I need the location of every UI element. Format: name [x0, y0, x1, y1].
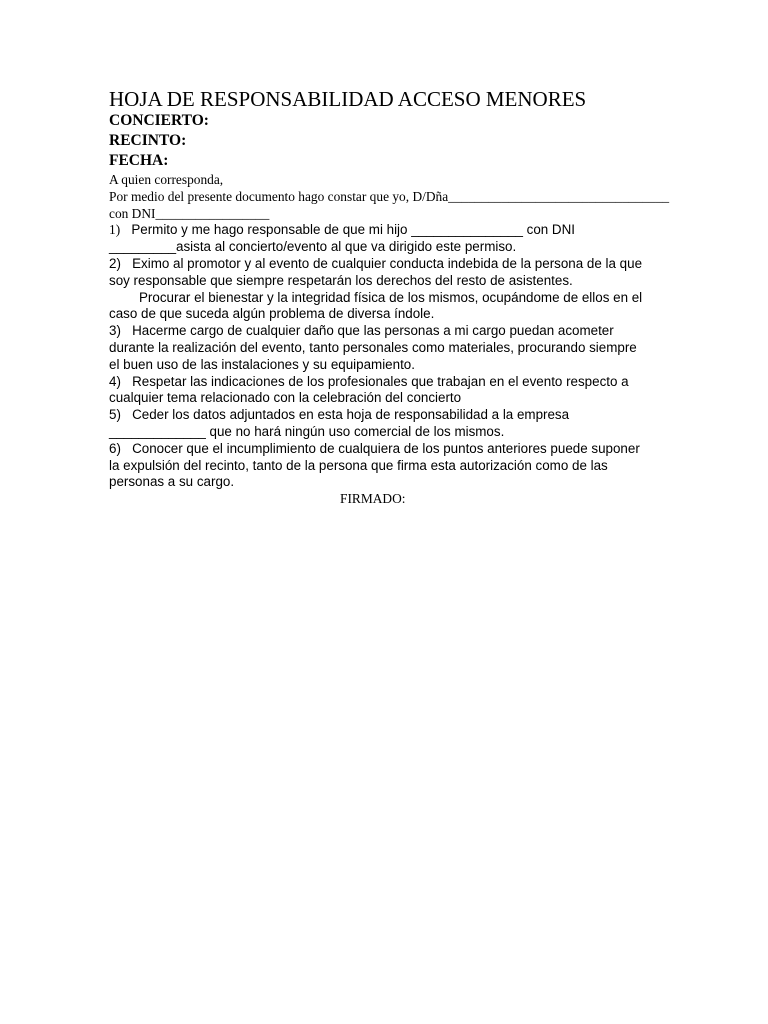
clause-5: [109, 407, 729, 441]
clause-continuation: Procurar el bienestar y la integridad física de los mismos, ocupándome de ellos en el: [139, 289, 643, 305]
recinto-label: RECINTO:: [109, 132, 187, 149]
clause-text: Eximo al promotor y al evento de cualquier conducta indebida de la persona de la que: [132, 255, 643, 271]
concierto-label: CONCIERTO:: [109, 112, 209, 129]
clause-number: 5): [109, 407, 121, 423]
intro-line-2: con DNI_________________: [109, 205, 270, 221]
clause-2: [109, 256, 729, 323]
fecha-label: FECHA:: [109, 152, 169, 169]
clause-4: [109, 374, 729, 408]
clause-line: [109, 441, 729, 458]
greeting: A quien corresponda,: [109, 172, 224, 187]
clause-3: [109, 323, 729, 373]
clause-number: 4): [109, 373, 121, 389]
clause-text: Ceder los datos adjuntados en esta hoja de responsabilidad a la empresa: [132, 407, 570, 423]
clause-number: 6): [109, 440, 121, 456]
clause-text: _________asista al concierto/evento al que va dirigido este permiso.: [109, 239, 517, 255]
document-title: HOJA DE RESPONSABILIDAD ACCESO MENORES: [109, 87, 587, 111]
clause-text: Permito y me hago responsable de que mi hijo _______________ con DNI: [131, 222, 575, 238]
clause-text: el buen uso de las instalaciones y su equipamiento.: [109, 356, 415, 372]
clause-number: 3): [109, 323, 121, 339]
clause-text: personas a su cargo.: [109, 474, 235, 490]
clause-line: [109, 374, 729, 391]
document-page: [109, 87, 729, 508]
clause-6: [109, 441, 729, 491]
clause-text: durante la realización del evento, tanto personales como materiales, procurando siempre: [109, 339, 637, 355]
clause-text: Hacerme cargo de cualquier daño que las personas a mi cargo puedan acometer: [132, 323, 614, 339]
clause-text: soy responsable que siempre respetarán los derechos del resto de asistentes.: [109, 272, 573, 288]
clause-text: cualquier tema relacionado con la celebración del concierto: [109, 390, 462, 406]
clause-line: [109, 256, 729, 273]
clause-line: [109, 407, 729, 424]
clause-number: 1): [109, 222, 121, 238]
clause-line: [109, 323, 729, 340]
clause-continuation: caso de que suceda algún problema de diversa índole.: [109, 306, 435, 322]
clause-1: [109, 222, 729, 256]
clause-text: la expulsión del recinto, tanto de la persona que firma esta autorización como de las: [109, 457, 608, 473]
clause-text: Respetar las indicaciones de los profesionales que trabajan en el evento respecto a: [132, 373, 629, 389]
clause-text: Conocer que el incumplimiento de cualquiera de los puntos anteriores puede suponer: [132, 440, 640, 456]
clause-number: 2): [109, 255, 121, 271]
signature-label: FIRMADO:: [340, 491, 406, 507]
clause-line: [109, 222, 729, 239]
intro-line-1: Por medio del presente documento hago constar que yo, D/Dña_________________________________: [109, 188, 670, 204]
clause-text: _____________ que no hará ningún uso comercial de los mismos.: [109, 423, 505, 439]
